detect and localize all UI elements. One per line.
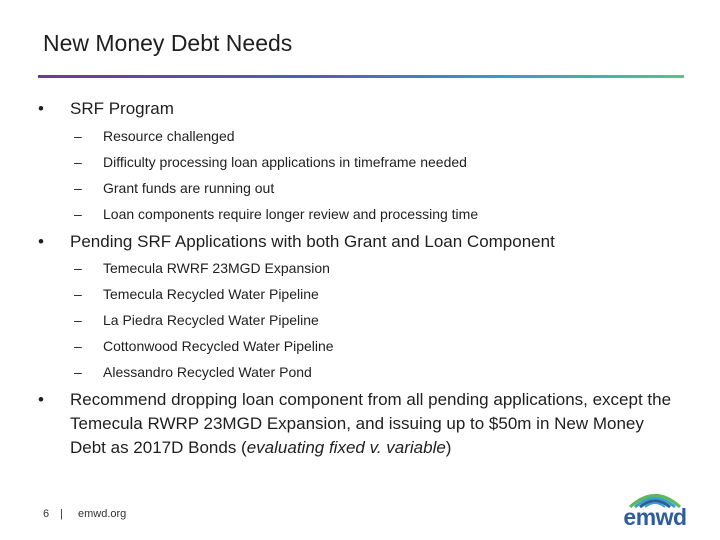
- sub-item: [74, 258, 330, 278]
- dash-glyph: –: [74, 154, 82, 170]
- footer-separator: |: [60, 508, 63, 520]
- sub-item-text: Alessandro Recycled Water Pond: [103, 364, 312, 380]
- dash-glyph: –: [74, 286, 82, 302]
- bullet-pending-applications: [38, 230, 555, 254]
- dash-glyph: –: [74, 206, 82, 222]
- sub-item: [74, 284, 319, 304]
- recommendation-text: Recommend dropping loan component from all pending applications, except the Temecula RWRP 23MGD Expansion, and issuing up to $50m in New Money Debt as 2017D Bonds (: [70, 390, 672, 457]
- dash-glyph: –: [74, 338, 82, 354]
- emwd-logo: [622, 488, 688, 530]
- bullet-text: Pending SRF Applications with both Grant and Loan Component: [70, 232, 555, 251]
- bullet-srf-program: [38, 97, 174, 121]
- sub-item-text: Grant funds are running out: [103, 180, 275, 196]
- logo-text: emwd: [623, 504, 687, 530]
- sub-item-text: La Piedra Recycled Water Pipeline: [103, 312, 319, 328]
- sub-item-text: Loan components require longer review and processing time: [103, 206, 479, 222]
- sub-item: [74, 126, 235, 146]
- slide-title: New Money Debt Needs: [43, 30, 293, 56]
- dash-glyph: –: [74, 312, 82, 328]
- recommendation-italic: evaluating fixed v. variable: [246, 438, 446, 457]
- dash-glyph: –: [74, 364, 82, 380]
- recommendation-end: ): [445, 438, 452, 457]
- dash-glyph: –: [74, 260, 82, 276]
- footer-website: emwd.org: [78, 508, 127, 520]
- sub-item-text: Temecula Recycled Water Pipeline: [103, 286, 319, 302]
- bullet-glyph: •: [38, 390, 44, 409]
- sub-item: [74, 178, 275, 198]
- page-number: 6: [43, 508, 50, 520]
- bullet-recommendation: [38, 388, 680, 460]
- sub-item: [74, 152, 467, 172]
- bullet-text: SRF Program: [70, 99, 174, 118]
- sub-item: [74, 204, 479, 224]
- sub-item-text: Cottonwood Recycled Water Pipeline: [103, 338, 334, 354]
- sub-item: [74, 310, 319, 330]
- sub-item-text: Difficulty processing loan applications in timeframe needed: [103, 154, 467, 170]
- sub-item: [74, 362, 312, 382]
- sub-item-text: Resource challenged: [103, 128, 235, 144]
- bullet-glyph: •: [38, 232, 44, 251]
- sub-item-text: Temecula RWRF 23MGD Expansion: [103, 260, 330, 276]
- dash-glyph: –: [74, 128, 82, 144]
- bullet-glyph: •: [38, 99, 44, 118]
- sub-item: [74, 336, 334, 356]
- dash-glyph: –: [74, 180, 82, 196]
